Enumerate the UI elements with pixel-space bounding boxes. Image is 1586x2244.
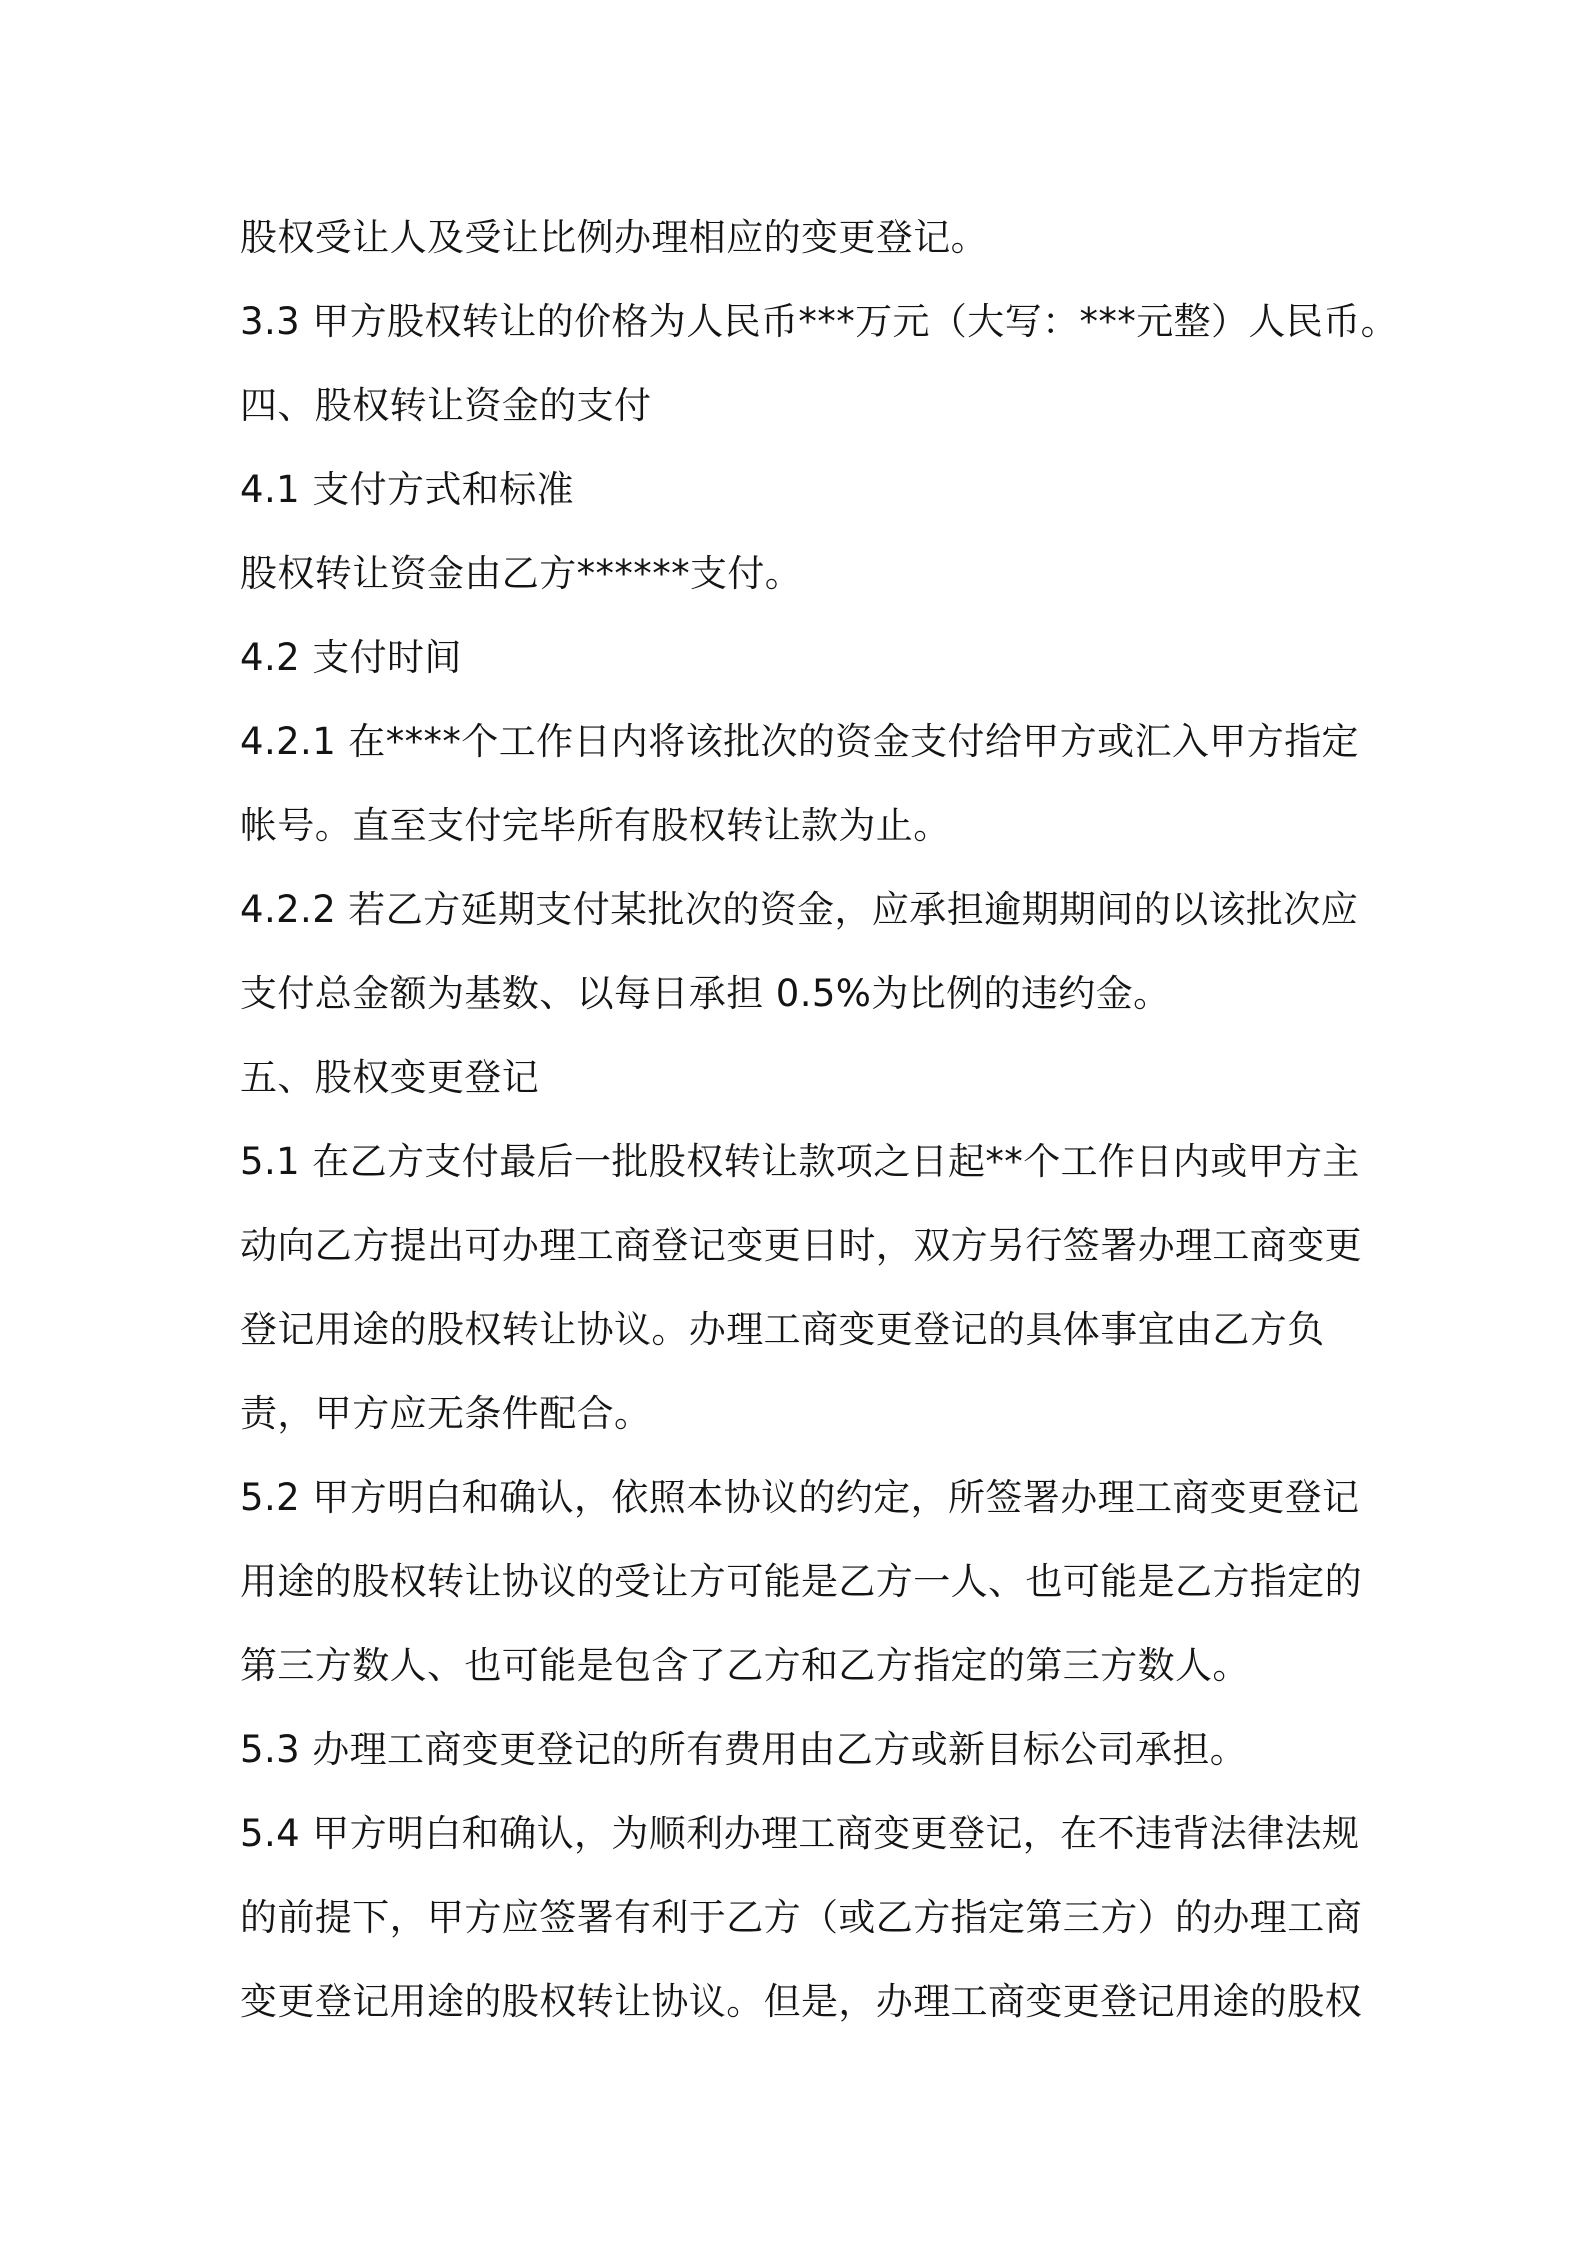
body-text-line: 支付总金额为基数、以每日承担 0.5%为比例的违约金。 (240, 972, 1171, 1015)
clause-5-1-line: 5.1 在乙方支付最后一批股权转让款项之日起**个工作日内或甲方主 (240, 1140, 1360, 1183)
clause-3-3-line: 3.3 甲方股权转让的价格为人民币***万元（大写：***元整）人民币。 (240, 300, 1399, 343)
body-text-line: 第三方数人、也可能是包含了乙方和乙方指定的第三方数人。 (240, 1644, 1250, 1687)
clause-5-2-line: 5.2 甲方明白和确认，依照本协议的约定，所签署办理工商变更登记 (240, 1476, 1360, 1519)
body-text-line: 责，甲方应无条件配合。 (240, 1392, 652, 1435)
document-body (240, 196, 1399, 2044)
clause-4-2-heading: 4.2 支付时间 (240, 636, 462, 679)
body-text-line: 股权受让人及受让比例办理相应的变更登记。 (240, 216, 988, 259)
body-text-line: 动向乙方提出可办理工商登记变更日时，双方另行签署办理工商变更 (240, 1224, 1362, 1267)
section-5-heading: 五、股权变更登记 (240, 1056, 540, 1099)
body-text-line: 股权转让资金由乙方******支付。 (240, 552, 803, 595)
body-text-line: 登记用途的股权转让协议。办理工商变更登记的具体事宜由乙方负 (240, 1308, 1325, 1351)
body-text-line: 帐号。直至支付完毕所有股权转让款为止。 (240, 804, 951, 847)
body-text-line: 用途的股权转让协议的受让方可能是乙方一人、也可能是乙方指定的 (240, 1560, 1362, 1603)
section-4-heading: 四、股权转让资金的支付 (240, 384, 652, 427)
clause-4-2-1-line: 4.2.1 在****个工作日内将该批次的资金支付给甲方或汇入甲方指定 (240, 720, 1359, 763)
body-text-line: 变更登记用途的股权转让协议。但是，办理工商变更登记用途的股权 (240, 1980, 1362, 2023)
clause-5-4-line: 5.4 甲方明白和确认，为顺利办理工商变更登记，在不违背法律法规 (240, 1812, 1360, 1855)
clause-4-1-heading: 4.1 支付方式和标准 (240, 468, 575, 511)
clause-5-3-line: 5.3 办理工商变更登记的所有费用由乙方或新目标公司承担。 (240, 1728, 1248, 1771)
body-text-line: 的前提下，甲方应签署有利于乙方（或乙方指定第三方）的办理工商 (240, 1896, 1362, 1939)
clause-4-2-2-line: 4.2.2 若乙方延期支付某批次的资金，应承担逾期期间的以该批次应 (240, 888, 1359, 931)
